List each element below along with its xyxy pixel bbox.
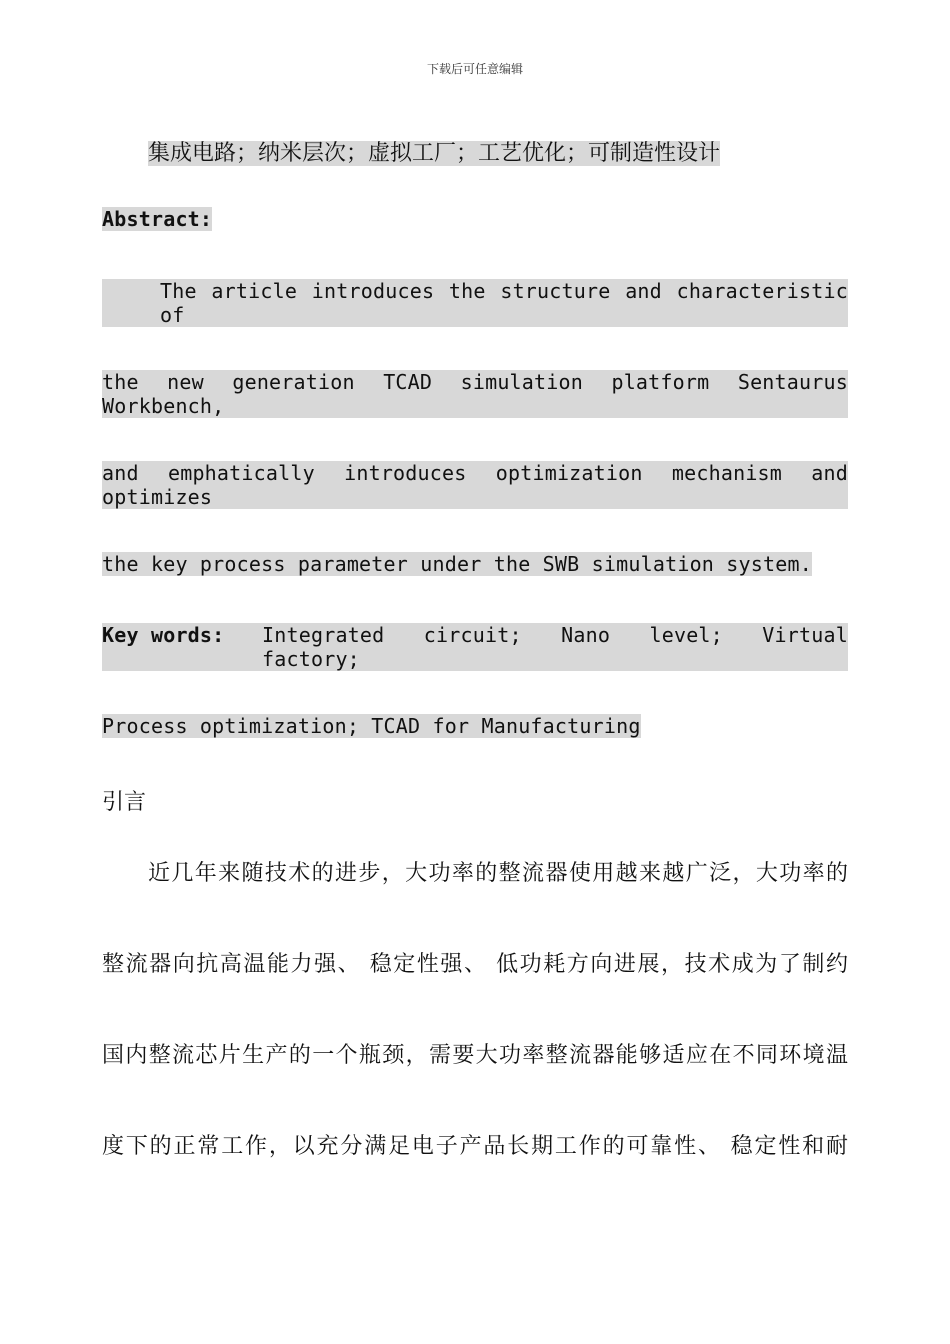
keywords-en-label: Key words: [102, 623, 225, 647]
abstract-line-4: the key process parameter under the SWB simulation system. [102, 552, 812, 576]
keywords-en-line-1 [102, 623, 848, 671]
intro-line-1: 近几年来随技术的进步，大功率的整流器使用越来越广泛，大功率的 [148, 861, 848, 886]
intro-heading: 引言 [102, 790, 147, 815]
abstract-heading: Abstract: [102, 207, 213, 231]
abstract-line-4-wrap [102, 552, 812, 576]
keywords-en-terms-2: Process optimization; TCAD for Manufacturing [102, 714, 641, 738]
keywords-en-line-2-wrap [102, 714, 641, 738]
keywords-en-terms-1: Integrated circuit; Nano level; Virtual factory; [262, 623, 848, 671]
abstract-heading-line [102, 207, 212, 231]
intro-line-4: 度下的正常工作，以充分满足电子产品长期工作的可靠性、 稳定性和耐 [102, 1134, 848, 1159]
intro-line-3: 国内整流芯片生产的一个瓶颈，需要大功率整流器能够适应在不同环境温 [102, 1043, 848, 1068]
keywords-cn-line [148, 136, 720, 167]
abstract-line-3: and emphatically introduces optimization mechanism and optimizes [102, 461, 848, 509]
abstract-line-1: The article introduces the structure and characteristic of [102, 279, 848, 327]
intro-line-2: 整流器向抗高温能力强、 稳定性强、 低功耗方向进展，技术成为了制约 [102, 952, 848, 977]
keywords-cn-text: 集成电路；纳米层次；虚拟工厂；工艺优化；可制造性设计 [148, 141, 721, 166]
download-note: 下载后可任意编辑 [426, 62, 523, 76]
abstract-line-2: the new generation TCAD simulation platform Sentaurus Workbench, [102, 370, 848, 418]
